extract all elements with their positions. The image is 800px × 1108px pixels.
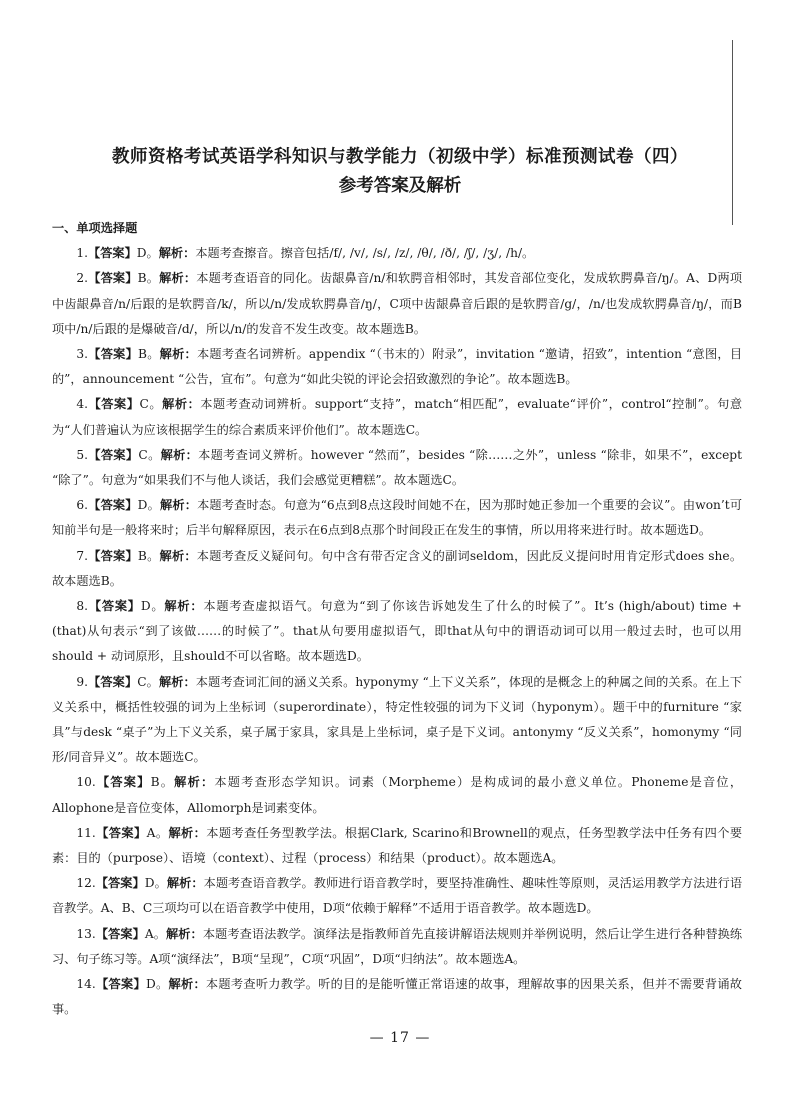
item-number: 4. [76,397,89,412]
explanation-text: 本题考查听力教学。听的目的是能听懂正常语速的故事，理解故事的因果关系，但并不需要背诵故事。 [52,977,742,1017]
section-heading: 一、单项选择题 [52,221,138,235]
explanation-tag: 解析： [158,246,196,261]
explanation-tag: 解析： [164,599,204,614]
answer-choice: D。 [144,876,167,891]
answer-choice: D。 [136,246,159,261]
answer-tag: 【答案】 [88,548,138,563]
answer-tag: 【答案】 [88,397,140,412]
item-number: 3. [76,347,89,362]
answer-item [52,544,742,594]
explanation-text: 本题考查语音的同化。齿龈鼻音/n/和软腭音相邻时，其发音部位变化，发成软腭鼻音/ŋ/。A、D两项中齿龈鼻音/n/后跟的是软腭音/k/，所以/n/发成软腭鼻音/ŋ/，C项中齿龈鼻音后跟的是软腭音/g/，/n/也发成软腭鼻音/ŋ/，而B项中/n/后跟的是爆破音/d/，所以/n/的发音不发生改变。故本题选B。 [52,271,743,336]
answer-tag: 【答案】 [95,876,145,891]
answer-tag: 【答案】 [95,775,151,790]
explanation-tag: 解析： [168,977,206,992]
answer-item [52,972,742,1022]
explanation-text: 本题考查语法教学。演绎法是指教师首先直接讲解语法规则并举例说明，然后让学生进行各种替换练习、句子练习等。A项“演绎法”，B项“呈现”，C项“巩固”，D项“归纳法”。故本题选A。 [52,926,743,966]
explanation-text: 本题考查语音教学。教师进行语音教学时，要坚持准确性、趣味性等原则，灵活运用教学方法进行语音教学。A、B、C三项均可以在语音教学中使用，D项“依赖于解释”不适用于语音教学。故本题选D。 [52,876,743,916]
item-number: 13. [76,926,96,941]
answer-item [52,493,742,543]
item-number: 7. [76,548,89,563]
answer-tag: 【答案】 [88,498,138,513]
answer-choice: A。 [146,825,169,840]
answer-item [52,392,742,442]
answer-choice: B。 [138,347,160,362]
item-number: 6. [76,498,89,513]
answer-tag: 【答案】 [88,347,139,362]
explanation-text: 本题考查名词辨析。appendix “（书末的）附录”，invitation “邀请，招致”，intention “意图，目的”，announcement “公告，宣布”。句意为“如此尖锐的评论会招致激烈的争论”。故本题选B。 [52,347,743,387]
answer-tag: 【答案】 [88,271,138,286]
explanation-text: 本题考查虚拟语气。句意为“到了你该告诉她发生了什么的时候了”。It’s (high/about) time + (that)从句表示“到了该做……的时候了”。that从句要用虚拟语气，即that从句中的谓语动词可以用一般过去时，也可以用should + 动词原形，且should不可以省略。故本题选D。 [52,599,743,664]
item-number: 14. [76,977,96,992]
answer-choice: B。 [137,271,160,286]
answer-item [52,241,742,266]
item-number: 5. [76,447,89,462]
explanation-tag: 解析： [174,775,215,790]
answer-tag: 【答案】 [88,599,141,614]
answer-tag: 【答案】 [95,825,147,840]
answer-choice: D。 [140,599,165,614]
answer-choice: C。 [137,674,159,689]
explanation-tag: 解析： [159,271,197,286]
answer-item [52,770,742,820]
answer-choice: B。 [150,775,175,790]
item-number: 8. [76,599,89,614]
explanation-text: 本题考查形态学知识。词素（Morpheme）是构成词的最小意义单位。Phoneme是音位，Allophone是音位变体，Allomorph是词素变体。 [52,775,743,815]
explanation-tag: 解析： [158,674,196,689]
answer-item [52,594,742,670]
explanation-text: 本题考查反义疑问句。句中含有带否定含义的副词seldom，因此反义提问时用肯定形式does she。故本题选B。 [52,548,743,588]
answer-item [52,266,742,342]
answer-item [52,871,742,921]
explanation-text: 本题考查任务型教学法。根据Clark, Scarino和Brownell的观点，任务型教学法中任务有四个要素：目的（purpose）、语境（context）、过程（process）和结果（product）。故本题选A。 [52,825,743,866]
item-number: 2. [76,271,89,286]
document-subtitle: 参考答案及解析 [338,176,462,196]
answer-tag: 【答案】 [95,926,145,941]
explanation-text: 本题考查擦音。擦音包括/f/, /v/, /s/, /z/, /θ/, /ð/, /ʃ/, /ʒ/, /h/。 [195,246,535,261]
page-number: — 17 — [369,1030,431,1046]
item-number: 9. [76,674,89,689]
answer-choice: D。 [137,498,160,513]
explanation-text: 本题考查词汇间的涵义关系。hyponymy “上下义关系”，体现的是概念上的种属之间的关系。在上下义关系中，概括性较强的词为上坐标词（superordinate），特定性较强的词为下义词（hyponym）。题干中的furniture “家具”与desk “桌子”为上下义关系，桌子属于家具，家具是上坐标词，桌子是下义词。antonymy “反义关系”，homonymy “同形/同音异义”。故本题选C。 [52,674,743,765]
item-number: 12. [76,876,96,891]
item-number: 10. [76,775,96,790]
answer-item [52,443,742,493]
explanation-tag: 解析： [159,498,198,513]
answer-item [52,342,742,392]
explanation-text: 本题考查时态。句意为“6点到8点这段时间她不在，因为那时她正参加一个重要的会议”。由won’t可知前半句是一般将来时；后半句解释原因，表示在6点到8点那个时间段正在发生的事情，所以用将来进行时。故本题选D。 [52,498,743,538]
document-title: 教师资格考试英语学科知识与教学能力（初级中学）标准预测试卷（四） [112,147,688,167]
explanation-text: 本题考查词义辨析。however “然而”，besides “除……之外”，unless “除非，如果不”，except “除了”。句意为“如果我们不与他人谈话，我们会感觉更糟糕”。故本题选C。 [52,447,742,488]
answer-choice: A。 [144,926,167,941]
answer-content [52,216,742,1023]
explanation-tag: 解析： [168,825,207,840]
answer-tag: 【答案】 [95,977,146,992]
answer-choice: C。 [138,447,161,462]
item-number: 11. [76,825,96,840]
answer-item [52,670,742,771]
explanation-tag: 解析： [159,548,197,563]
explanation-tag: 解析： [159,347,197,362]
answer-choice: C。 [139,397,163,412]
item-number: 1. [76,246,89,261]
explanation-text: 本题考查动词辨析。support“支持”，match“相匹配”，evaluate“评价”，control“控制”。句意为“人们普遍认为应该根据学生的综合素质来评价他们”。故本题选C。 [52,397,743,437]
explanation-tag: 解析： [166,926,203,941]
answer-item [52,821,742,871]
answer-choice: B。 [137,548,160,563]
answer-tag: 【答案】 [88,674,138,689]
answer-list [52,241,742,1022]
title-block [0,143,800,201]
answer-item [52,922,742,972]
explanation-tag: 解析： [166,876,204,891]
answer-tag: 【答案】 [88,447,139,462]
answer-tag: 【答案】 [88,246,137,261]
explanation-tag: 解析： [160,447,199,462]
explanation-tag: 解析： [162,397,201,412]
answer-choice: D。 [145,977,169,992]
